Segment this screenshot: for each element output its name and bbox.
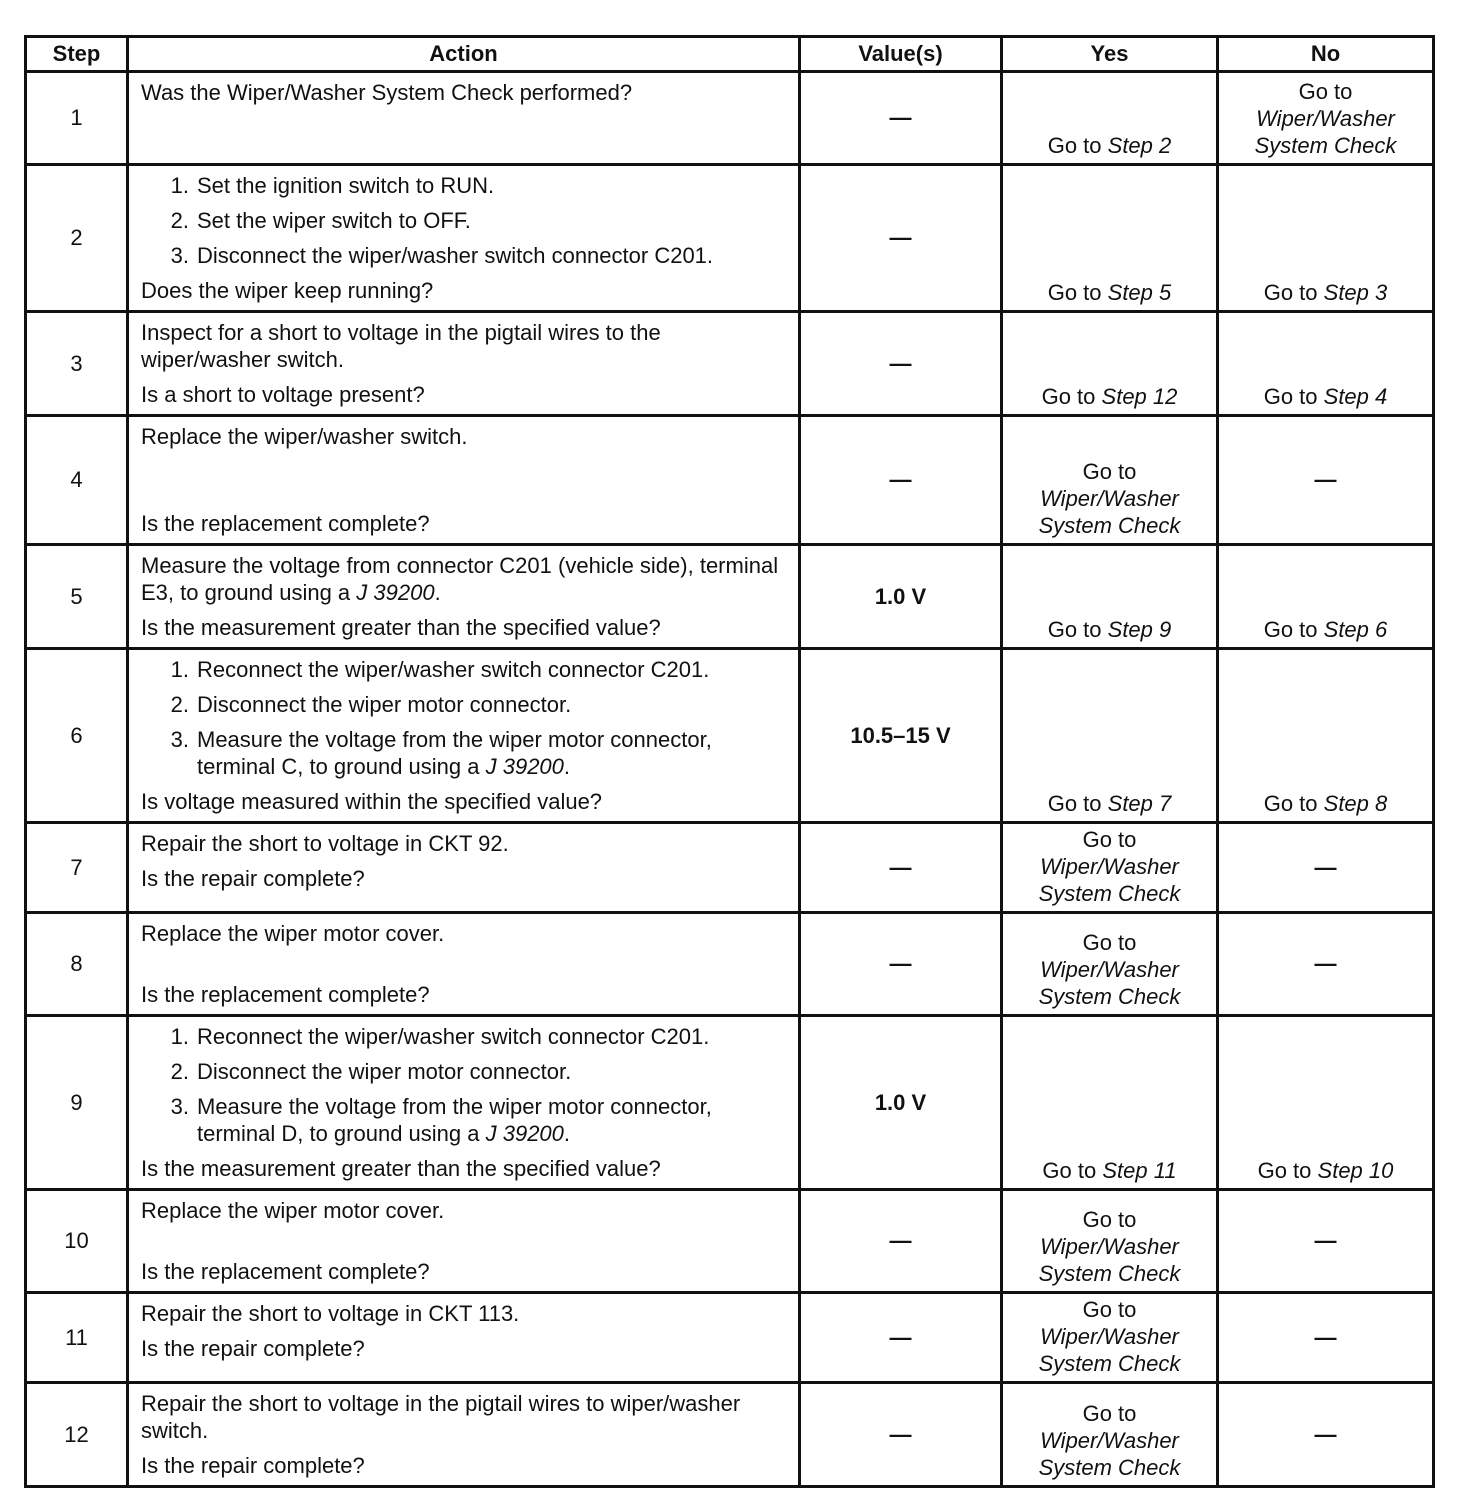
action-text: Inspect for a short to voltage in the pigtail wires to the wiper/washer switch. [141, 320, 661, 372]
no-cell: Go to Step 4 [1218, 312, 1434, 416]
value-cell: 10.5–15 V [800, 649, 1002, 823]
yes-cell: Go to Step 5 [1002, 165, 1218, 312]
action-text: Repair the short to voltage in CKT 113. [141, 1301, 520, 1326]
action-cell [128, 312, 800, 416]
action-step: 2. Disconnect the wiper motor connector. [170, 692, 572, 717]
step-number: 3 [26, 312, 128, 416]
value-cell: — [800, 165, 1002, 312]
action-steps [141, 656, 788, 780]
action-step: 3. Measure the voltage from the wiper motor connector, terminal C, to ground using a J 39200. [170, 727, 712, 779]
action-question: Is the replacement complete? [141, 511, 430, 536]
table-row [26, 545, 1434, 649]
no-cell: — [1218, 823, 1434, 913]
no-cell: — [1218, 1383, 1434, 1487]
step-number: 6 [26, 649, 128, 823]
check-ref-line1: Wiper/Washer [1040, 486, 1179, 511]
action-cell [128, 545, 800, 649]
value-cell: — [800, 416, 1002, 545]
action-cell [128, 913, 800, 1016]
table-row [26, 1383, 1434, 1487]
action-step: 2. Disconnect the wiper motor connector. [170, 1059, 572, 1084]
yes-cell: Go to Step 12 [1002, 312, 1218, 416]
action-question: Is the measurement greater than the specified value? [141, 615, 661, 640]
no-cell: Go to Step 3 [1218, 165, 1434, 312]
yes-cell: Go to Step 11 [1002, 1016, 1218, 1190]
step-ref: 12 [1152, 384, 1178, 409]
step-number: 4 [26, 416, 128, 545]
action-step: 3. Disconnect the wiper/washer switch connector C201. [170, 243, 714, 268]
step-ref: 4 [1375, 384, 1388, 409]
action-question: Is voltage measured within the specified value? [141, 789, 603, 814]
check-ref-line2: System Check [1038, 513, 1181, 538]
action-text: Repair the short to voltage in the pigtail wires to wiper/washer switch. [141, 1391, 741, 1443]
action-steps [141, 1023, 788, 1147]
action-cell [128, 416, 800, 545]
step-number: 5 [26, 545, 128, 649]
action-text: Repair the short to voltage in CKT 92. [141, 831, 509, 856]
value-cell: 1.0 V [800, 1016, 1002, 1190]
action-step: 1. Reconnect the wiper/washer switch connector C201. [170, 657, 710, 682]
yes-cell: Go to Wiper/Washer System Check [1002, 1293, 1218, 1383]
no-cell: Go to Step 8 [1218, 649, 1434, 823]
action-question: Is the repair complete? [141, 866, 365, 891]
no-cell [1218, 72, 1434, 165]
step-number: 11 [26, 1293, 128, 1383]
diagnostic-table [24, 35, 1435, 1488]
header-values: Value(s) [800, 37, 1002, 72]
header-no: No [1218, 37, 1434, 72]
go-to-label: Go to [1047, 133, 1102, 158]
value-cell: — [800, 1190, 1002, 1293]
yes-cell: Go to Step 7 [1002, 649, 1218, 823]
action-step: 3. Measure the voltage from the wiper motor connector, terminal D, to ground using a J 39200. [170, 1094, 712, 1146]
yes-cell: Go to Wiper/Washer System Check [1002, 1190, 1218, 1293]
action-steps [141, 172, 788, 269]
step-number: 7 [26, 823, 128, 913]
action-text: Replace the wiper/washer switch. [141, 424, 468, 449]
table-row [26, 416, 1434, 545]
value-cell: — [800, 72, 1002, 165]
step-ref: 11 [1153, 1158, 1177, 1183]
value-cell: — [800, 913, 1002, 1016]
step-ref: 10 [1368, 1158, 1394, 1183]
no-cell: Go to Step 6 [1218, 545, 1434, 649]
tool-ref: J 39200 [356, 580, 435, 605]
action-question: Is a short to voltage present? [141, 382, 425, 407]
yes-cell [1002, 72, 1218, 165]
step-number: 9 [26, 1016, 128, 1190]
action-cell [128, 72, 800, 165]
action-cell [128, 649, 800, 823]
step-ref: 3 [1375, 280, 1388, 305]
action-step: 1. Reconnect the wiper/washer switch connector C201. [170, 1024, 710, 1049]
table-row [26, 823, 1434, 913]
value-cell: — [800, 823, 1002, 913]
header-yes: Yes [1002, 37, 1218, 72]
value-cell: — [800, 1383, 1002, 1487]
table-row [26, 1190, 1434, 1293]
check-ref-line1: Wiper/Washer [1256, 106, 1395, 131]
no-cell: Go to Step 10 [1218, 1016, 1434, 1190]
action-cell [128, 1016, 800, 1190]
step-number: 12 [26, 1383, 128, 1487]
yes-cell: Go to Wiper/Washer System Check [1002, 1383, 1218, 1487]
step-ref: 5 [1159, 280, 1172, 305]
step-word: Step [1107, 133, 1153, 158]
table-row [26, 913, 1434, 1016]
action-step: 2. Set the wiper switch to OFF. [170, 208, 471, 233]
action-question: Is the repair complete? [141, 1453, 365, 1478]
action-question: Is the measurement greater than the specified value? [141, 1156, 661, 1181]
no-cell: — [1218, 1190, 1434, 1293]
action-cell [128, 1293, 800, 1383]
action-text: Replace the wiper motor cover. [141, 1198, 445, 1223]
step-number: 10 [26, 1190, 128, 1293]
table-row [26, 1293, 1434, 1383]
value-cell: — [800, 312, 1002, 416]
go-to-label: Go to [1298, 79, 1353, 104]
action-cell [128, 165, 800, 312]
step-ref: 7 [1159, 791, 1172, 816]
header-action: Action [128, 37, 800, 72]
header-step: Step [26, 37, 128, 72]
action-text: Measure the voltage from connector C201 (vehicle side), terminal E3, to ground using a J 39200. [141, 553, 779, 605]
header-row [26, 37, 1434, 72]
table-row [26, 72, 1434, 165]
action-cell [128, 1383, 800, 1487]
action-question: Is the replacement complete? [141, 982, 430, 1007]
action-step: 1. Set the ignition switch to RUN. [170, 173, 495, 198]
step-ref: 2 [1159, 133, 1172, 158]
no-cell: — [1218, 913, 1434, 1016]
action-question: Does the wiper keep running? [141, 278, 434, 303]
table-row [26, 1016, 1434, 1190]
step-ref: 6 [1375, 617, 1388, 642]
action-question: Was the Wiper/Washer System Check performed? [141, 80, 633, 105]
step-ref: 9 [1159, 617, 1172, 642]
step-ref: 8 [1375, 791, 1388, 816]
table-row [26, 649, 1434, 823]
step-number: 2 [26, 165, 128, 312]
action-cell [128, 823, 800, 913]
action-text: Replace the wiper motor cover. [141, 921, 445, 946]
no-cell: — [1218, 1293, 1434, 1383]
action-cell [128, 1190, 800, 1293]
check-ref-line2: System Check [1254, 133, 1397, 158]
value-cell: — [800, 1293, 1002, 1383]
step-number: 1 [26, 72, 128, 165]
yes-cell: Go to Wiper/Washer System Check [1002, 416, 1218, 545]
action-question: Is the repair complete? [141, 1336, 365, 1361]
yes-cell: Go to Step 9 [1002, 545, 1218, 649]
tool-ref: J 39200 [485, 1121, 564, 1146]
no-cell: — [1218, 416, 1434, 545]
table-row [26, 165, 1434, 312]
table-row [26, 312, 1434, 416]
yes-cell: Go to Wiper/Washer System Check [1002, 823, 1218, 913]
tool-ref: J 39200 [485, 754, 564, 779]
yes-cell: Go to Wiper/Washer System Check [1002, 913, 1218, 1016]
value-cell: 1.0 V [800, 545, 1002, 649]
action-question: Is the replacement complete? [141, 1259, 430, 1284]
step-number: 8 [26, 913, 128, 1016]
